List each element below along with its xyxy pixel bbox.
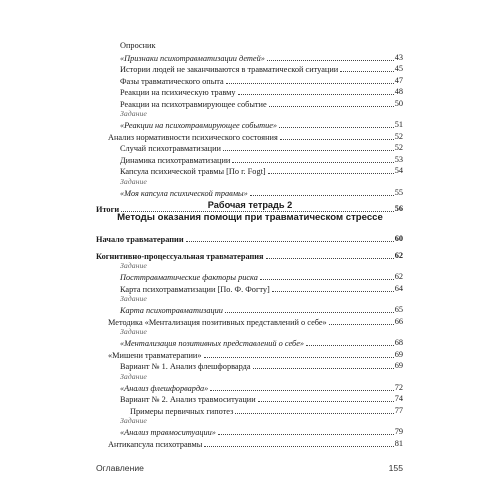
toc-entry [0, 382, 500, 394]
toc-entry [0, 119, 500, 131]
toc-entry-title: Задание [120, 294, 147, 303]
toc-page-number: 81 [394, 438, 403, 448]
footer-page-number: 155 [388, 463, 403, 473]
dot-leader [218, 426, 402, 435]
dot-leader [329, 316, 402, 325]
toc-task-label [0, 261, 500, 271]
toc-page-number: 55 [394, 187, 403, 197]
toc-page-number: 50 [394, 98, 403, 108]
toc-task-label [0, 372, 500, 382]
toc-task-label [0, 327, 500, 337]
toc-task-label [0, 294, 500, 304]
toc-task-label [0, 109, 500, 119]
dot-leader [272, 283, 402, 292]
toc-entry [0, 283, 500, 295]
toc-page-number: 51 [394, 120, 403, 129]
toc-entry-title: Посттравматические факторы риска [120, 273, 258, 282]
toc-entry [0, 250, 500, 262]
toc-entry-title: Задание [120, 371, 147, 381]
toc-entry [0, 98, 500, 110]
toc-entry-title: Методика «Ментализация позитивных представлений о себе» [108, 317, 327, 327]
dot-leader [204, 349, 403, 358]
toc-entry-title: Фазы травматического опыта [120, 76, 224, 86]
toc-entry-title: Реакции на психотравмирующее событие [120, 99, 267, 109]
dot-leader [306, 337, 402, 346]
toc-page-number: 52 [394, 143, 403, 152]
toc-entry [0, 40, 500, 52]
dot-leader [267, 52, 402, 61]
toc-page-number: 77 [394, 405, 403, 415]
toc-entry [0, 75, 500, 87]
toc-entry-title: Антикапсула психотравмы [108, 439, 203, 449]
toc-page-number: 65 [394, 305, 403, 314]
toc-page-number: 62 [394, 250, 403, 260]
toc-entry-title: Примеры первичных гипотез [130, 406, 234, 416]
toc-entry-title: Опросник [120, 41, 156, 50]
toc-entry-title: Случай психотравматизации [120, 144, 221, 153]
toc-entry-title: «Анализ флешфорварда» [120, 383, 209, 393]
toc-entry [0, 360, 500, 372]
toc-task-label [0, 177, 500, 187]
toc-page-number: 43 [394, 52, 403, 62]
toc-entry-title: «Реакции на психотравмирующее событие» [120, 121, 278, 130]
toc-page-number: 54 [394, 166, 403, 175]
toc-page-number: 60 [394, 234, 403, 243]
toc-entry-title: Задание [120, 261, 147, 270]
toc-entry-title: Карта психотравматизации [120, 306, 223, 315]
toc-entry-title: Капсула психической травмы [По г. Fogt] [120, 167, 266, 176]
footer-section-label: Оглавление [96, 463, 144, 473]
toc-entry-title: «Признаки психотравматизации детей» [120, 53, 265, 63]
toc-entry-title: Начало травматерапии [96, 235, 184, 244]
toc-page-number: 68 [394, 338, 403, 347]
toc-page-number: 52 [394, 131, 403, 141]
toc-entry [0, 349, 500, 361]
dot-leader [269, 98, 402, 107]
toc-page-number: 64 [394, 283, 403, 293]
toc-entry [0, 154, 500, 166]
toc-entry [0, 405, 500, 417]
toc-entry [0, 52, 500, 64]
toc-entry-title: Динамика психотравматизации [120, 155, 231, 165]
toc-page-number: 47 [394, 75, 403, 85]
toc-entry-title: Вариант № 2. Анализ травмоситуации [120, 395, 256, 404]
dot-leader [280, 131, 402, 140]
toc-page-number: 62 [394, 272, 403, 281]
toc-entry-title: Реакции на психическую травму [120, 88, 236, 97]
toc-page-number: 48 [394, 87, 403, 96]
toc-entry [0, 438, 500, 450]
toc-page-number: 56 [394, 204, 403, 213]
dot-leader [260, 271, 402, 280]
toc-entry [0, 337, 500, 349]
toc-entry-title: Анализ нормативности психического состояния [108, 132, 278, 142]
toc-entry [0, 426, 500, 438]
dot-leader [238, 86, 402, 95]
dot-leader [258, 393, 402, 402]
toc-entry-title: Задание [120, 416, 147, 425]
dot-leader [223, 142, 402, 151]
toc-entry-title: Задание [120, 327, 147, 336]
toc-entry [0, 271, 500, 283]
dot-leader [279, 119, 402, 128]
toc-entry-title: «Мишени травматерапии» [108, 350, 202, 360]
dot-leader [186, 233, 402, 242]
dot-leader [204, 438, 402, 447]
toc-page-number: 79 [394, 427, 403, 436]
toc-page-number: 74 [394, 394, 403, 403]
toc-entry [0, 165, 500, 177]
toc-entry-title: Когнитивно-процессуальная травматерапия [96, 251, 264, 261]
toc-page-number: 45 [394, 64, 403, 73]
dot-leader [225, 304, 402, 313]
toc-entry-title: «Ментализация позитивных представлений о себе» [120, 339, 305, 348]
toc-page-number: 72 [394, 382, 403, 392]
toc-entry-title: Истории людей не заканчиваются в травматической ситуации [120, 65, 339, 74]
toc-entry-title: Задание [120, 176, 147, 186]
toc-entry [0, 393, 500, 405]
dot-leader [250, 187, 402, 196]
toc-entry [0, 316, 500, 328]
dot-leader [210, 382, 402, 391]
workbook-title: Рабочая тетрадь 2 [207, 200, 293, 210]
toc-entry [0, 187, 500, 199]
table-of-contents-part2 [0, 233, 500, 449]
toc-entry-title: «Анализ травмоситуации» [120, 428, 216, 437]
toc-page-number: 53 [394, 154, 403, 164]
toc-entry-title: Задание [120, 109, 147, 118]
toc-entry [0, 304, 500, 316]
toc-entry [0, 131, 500, 143]
dot-leader [235, 405, 402, 414]
table-of-contents-part1 [0, 40, 500, 215]
toc-entry [0, 63, 500, 75]
dot-leader [266, 250, 402, 259]
dot-leader [226, 75, 402, 84]
toc-entry-title: «Моя капсула психической травмы» [120, 188, 248, 198]
dot-leader [253, 360, 402, 369]
toc-entry-title: Карта психотравматизации [По. Ф. Фогту] [120, 284, 270, 294]
toc-entry [0, 86, 500, 98]
workbook-subtitle: Методы оказания помощи при травматическом стрессе [117, 212, 383, 223]
toc-task-label [0, 416, 500, 426]
toc-page-number: 69 [394, 361, 403, 370]
toc-entry-title: Итоги [96, 205, 120, 214]
toc-entry [0, 233, 500, 245]
toc-entry [0, 142, 500, 154]
dot-leader [268, 165, 402, 174]
toc-page-number: 66 [394, 316, 403, 326]
toc-entry-title: Вариант № 1. Анализ флешфорварда [120, 362, 251, 371]
dot-leader [232, 154, 402, 163]
toc-page-number: 69 [394, 349, 403, 359]
